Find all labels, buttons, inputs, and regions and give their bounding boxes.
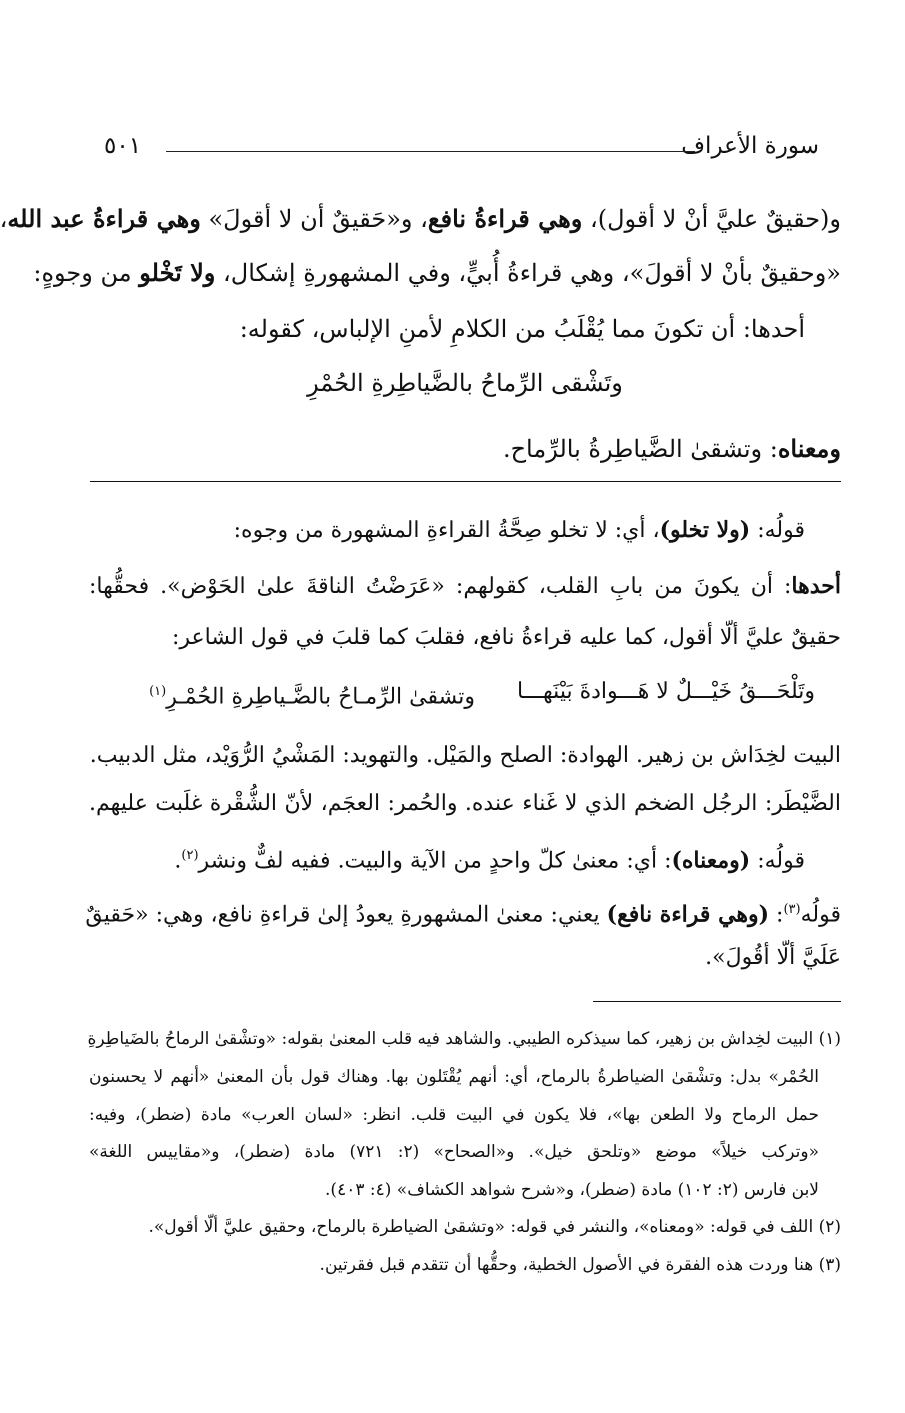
footnote-separator [593, 1001, 841, 1002]
section-separator [90, 481, 841, 482]
footnote-2: (٢) اللف في قوله: «ومعناه»، والنشر في قوله: «وتشقىٰ الضياطرة بالرماح، وحقيق عليَّ ألّا أقول». [148, 1217, 841, 1237]
upper-text-line-5: ومعناه: وتشقىٰ الضَّياطِرةُ بالرِّماح. [502, 434, 841, 463]
footnote-1-line-1: (١) البيت لخِداش بن زهير، كما سيذكره الطيبي. والشاهد فيه قلب المعنىٰ بقوله: «وتشْقىٰ الرماحُ بالضَياطِرةِ [87, 1029, 841, 1049]
footnote-ref-2: (٢) [181, 848, 199, 863]
verse-hemistich-left: وتشقىٰ الرِّمـاحُ بالضَّـياطِرةِ الحُمْـرِ$^{(١)}$ [149, 684, 475, 710]
footnote-ref-3: (٣) [783, 902, 801, 917]
running-header-title: سورة الأعراف [681, 133, 819, 159]
footnote-1-line-2: الحُمْر» بدل: وتشْقىٰ الضياطرةُ بالرماح، أي: أنهم يُقْتَلون بها. وهناك قول بأن المعنىٰ «أنهم لا يحسنون [89, 1067, 819, 1087]
upper-text-line-2: «وحقيقٌ بأنْ لا أقولَ»، وهي قراءةُ أُبيٍّ، وفي المشهورةِ إشكال، ولا تَخْلو من وجوهٍ: [33, 258, 841, 287]
footnote-1-line-5: لابن فارس (٢: ١٠٢) مادة (ضطر)، و«شرح شواهد الكشاف» (٤: ٤٠٣). [325, 1180, 819, 1200]
commentary-line-3: حقيقٌ عليَّ ألّا أقول، كما عليه قراءةُ نافع، فقلبَ كما قلبَ في قول الشاعر: [171, 625, 841, 650]
commentary-line-1: قولُه: (ولا تخلو)، أي: لا تخلو صِحَّةُ القراءةِ المشهورة من وجوه: [233, 517, 805, 543]
commentary-line-2: أحدها: أن يكونَ من بابِ القلب، كقولهم: «عَرَضْتُ الناقةَ علىٰ الحَوْض». فحقُّها: [89, 573, 841, 599]
commentary-line-7: قولُه: (ومعناه): أي: معنىٰ كلّ واحدٍ من الآية والبيت. ففيه لفٌّ ونشر$^{(٢)}$. [174, 847, 805, 874]
footnote-3: (٣) هنا وردت هذه الفقرة في الأصول الخطية، وحقُّها أن تتقدم قبل فقرتين. [319, 1255, 841, 1275]
header-rule [166, 151, 695, 152]
upper-verse: وتَشْقى الرِّماحُ بالضَّياطِرةِ الحُمْرِ [307, 369, 623, 397]
commentary-line-6: الضَّيْطَر: الرجُل الضخم الذي لا غَناء عنده. والحُمر: العجَم، لأنّ الشُّقْرة غلَبت عليهم. [89, 791, 841, 816]
commentary-line-9: عَلَيَّ ألّا أقُولَ». [705, 945, 841, 970]
footnote-ref-1: (١) [149, 684, 167, 699]
footnote-1-line-3: حمل الرماح ولا الطعن بها»، فلا يكون في البيت قلب. انظر: «لسان العرب» مادة (ضطر)، وفيه: [89, 1105, 819, 1125]
verse-hemistich-right: وتَلْحَـــقُ خَيْـــلٌ لا هَـــوادةَ بَيْنَهـــا [517, 679, 815, 704]
commentary-line-5: البيت لخِدَاش بن زهير. الهوادة: الصلح والمَيْل. والتهويد: المَشْيُ الرُّوَيْد، مثل الدبيب. [89, 743, 841, 768]
footnote-1-line-4: «وتركب خيلاً» موضع «وتلحق خيل». و«الصحاح» (٢: ٧٢١) مادة (ضطر)، و«مقاييس اللغة» [89, 1142, 819, 1162]
page-number: ٥٠١ [104, 133, 142, 159]
commentary-line-8: قولُه$^{(٣)}$: (وهي قراءة نافع) يعني: معنىٰ المشهورةِ يعودُ إلىٰ قراءةِ نافع، وهي: «حَقيقٌ [85, 901, 841, 928]
upper-text-line-3: أحدها: أن تكونَ مما يُقْلَبُ من الكلامِ لأمنِ الإلباس، كقوله: [239, 315, 805, 343]
upper-text-line-1: و(حقيقٌ عليَّ أنْ لا أقول)، وهي قراءةُ نافع، و«حَقيقٌ أن لا أقولَ» وهي قراءةُ عبد الله، [0, 204, 841, 233]
